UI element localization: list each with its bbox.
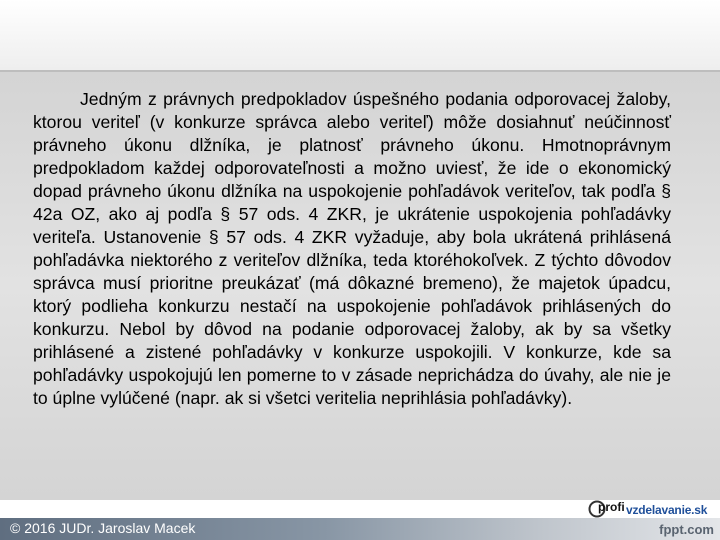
logo-site-text: vzdelavanie.sk bbox=[626, 503, 708, 517]
copyright-text: © 2016 JUDr. Jaroslav Macek bbox=[10, 520, 196, 536]
profi-vzdelavanie-logo bbox=[588, 500, 718, 518]
slide-header-band bbox=[0, 0, 720, 70]
slide-body-text: Jedným z právnych predpokladov úspešného podania odporovacej žaloby, ktorou veriteľ (v konkurze správca alebo veriteľ) môže dosiahnuť neúčinnosť právneho úkonu dlžníka, je platnosť právneho úkonu. Hmotnoprávnym predpokladom každej odporovateľnosti a možno uviesť, že ide o ekonomický dopad právneho úkonu dlžníka na uspokojenie pohľadávok veriteľov, tak podľa § 42a OZ, ako aj podľa § 57 ods. 4 ZKR, je ukrátenie uspokojenia pohľadávky veriteľa. Ustanovenie § 57 ods. 4 ZKR vyžaduje, aby bola ukrátená prihlásená pohľadávka niektorého z veriteľov dlžníka, teda ktoréhokoľvek. Z týchto dôvodov správca musí prioritne preukázať (má dôkazné bremeno), že majetok úpadcu, ktorý podlieha konkurzu nestačí na uspokojenie pohľadávok prihlásených do konkurzu. Nebol by dôvod na podanie odporovacej žaloby, ak by sa všetky prihlásené a zistené pohľadávky v konkurze uspokojili. V konkurze, kde sa pohľadávky uspokojujú len pomerne to v zásade neprichádza do úvahy, ale nie je to úplne vylúčené (napr. ak si všetci veritelia neprihlásia pohľadávky). bbox=[33, 89, 671, 408]
logo-profi-text: profi bbox=[598, 500, 625, 514]
fppt-credit: fppt.com bbox=[659, 522, 714, 537]
